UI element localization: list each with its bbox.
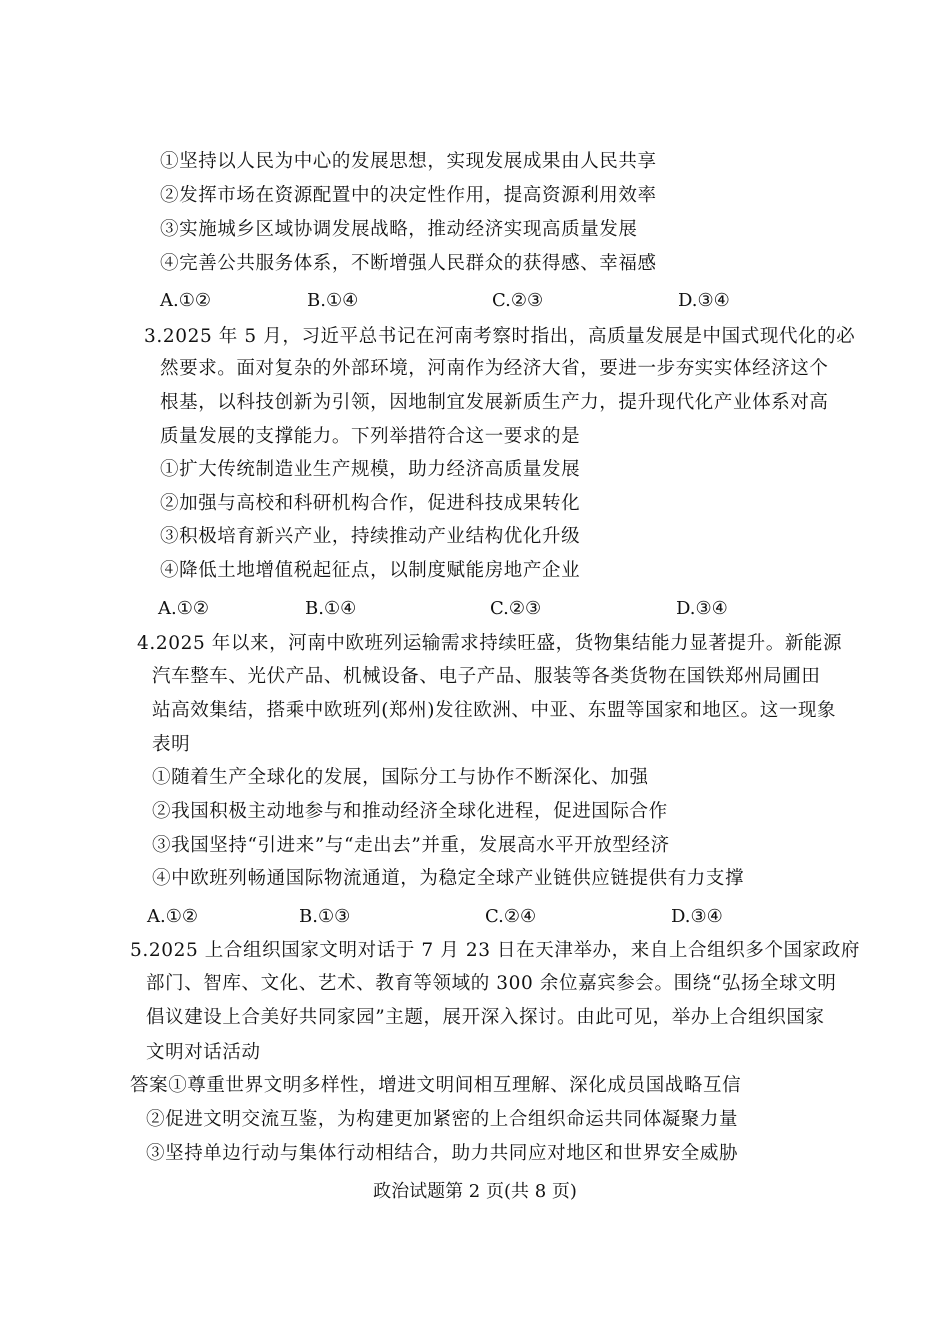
option-c: C.②③ [492,290,544,311]
stem-line-2: 部门、智库、文化、艺术、教育等领域的 300 余位嘉宾参会。围绕“弘扬全球文明 [146,973,837,994]
option-c: C.②③ [490,598,542,619]
stem-line-1: 4.2025 年以来，河南中欧班列运输需求持续旺盛，货物集结能力显著提升。新能源 [137,633,843,654]
option-b: B.①④ [307,290,359,311]
page-footer: 政治试题第 2 页(共 8 页) [373,1181,577,1202]
statement-2: ②加强与高校和科研机构合作，促进科技成果转化 [160,493,581,514]
stem-line-1: 5.2025 上合组织国家文明对话于 7 月 23 日在天津举办，来自上合组织多个国家政府 [130,940,860,961]
statement-2: ②促进文明交流互鉴，为构建更加紧密的上合组织命运共同体凝聚力量 [146,1109,739,1130]
option-c: C.②④ [485,906,537,927]
statement-3: ③实施城乡区域协调发展战略，推动经济实现高质量发展 [160,219,638,240]
option-d: D.③④ [676,598,728,619]
stem-line-3: 根基，以科技创新为引领，因地制宜发展新质生产力，提升现代化产业体系对高 [160,392,829,413]
statement-3: ③我国坚持“引进来”与“走出去”并重，发展高水平开放型经济 [152,835,670,856]
statement-2: ②我国积极主动地参与和推动经济全球化进程，促进国际合作 [152,801,668,822]
stem-line-3: 倡议建设上合美好共同家园”主题，展开深入探讨。由此可见，举办上合组织国家 [146,1007,825,1028]
statement-1: ①随着生产全球化的发展，国际分工与协作不断深化、加强 [152,767,649,788]
statement-3: ③坚持单边行动与集体行动相结合，助力共同应对地区和世界安全威胁 [146,1143,739,1164]
statement-1: 答案①尊重世界文明多样性，增进文明间相互理解、深化成员国战略互信 [130,1075,742,1096]
statement-3: ③积极培育新兴产业，持续推动产业结构优化升级 [160,526,581,547]
option-a: A.①② [158,598,209,619]
option-d: D.③④ [678,290,730,311]
stem-line-2: 汽车整车、光伏产品、机械设备、电子产品、服装等各类货物在国铁郑州局圃田 [152,666,821,687]
statement-1: ①坚持以人民为中心的发展思想，实现发展成果由人民共享 [160,151,657,172]
option-d: D.③④ [671,906,723,927]
statement-1: ①扩大传统制造业生产规模，助力经济高质量发展 [160,459,581,480]
stem-line-4: 表明 [152,734,191,755]
statement-4: ④降低土地增值税起征点，以制度赋能房地产企业 [160,560,581,581]
stem-line-1: 3.2025 年 5 月，习近平总书记在河南考察时指出，高质量发展是中国式现代化的必 [144,326,856,347]
stem-line-4: 文明对话活动 [146,1042,261,1063]
option-b: B.①③ [299,906,351,927]
option-a: A.①② [160,290,211,311]
stem-line-2: 然要求。面对复杂的外部环境，河南作为经济大省，要进一步夯实实体经济这个 [160,358,829,379]
stem-line-3: 站高效集结，搭乘中欧班列(郑州)发往欧洲、中亚、东盟等国家和地区。这一现象 [152,700,837,721]
option-b: B.①④ [305,598,357,619]
statement-4: ④完善公共服务体系，不断增强人民群众的获得感、幸福感 [160,253,657,274]
stem-line-4: 质量发展的支撑能力。下列举措符合这一要求的是 [160,426,581,447]
statement-4: ④中欧班列畅通国际物流通道，为稳定全球产业链供应链提供有力支撑 [152,868,745,889]
option-a: A.①② [147,906,198,927]
statement-2: ②发挥市场在资源配置中的决定性作用，提高资源利用效率 [160,185,657,206]
